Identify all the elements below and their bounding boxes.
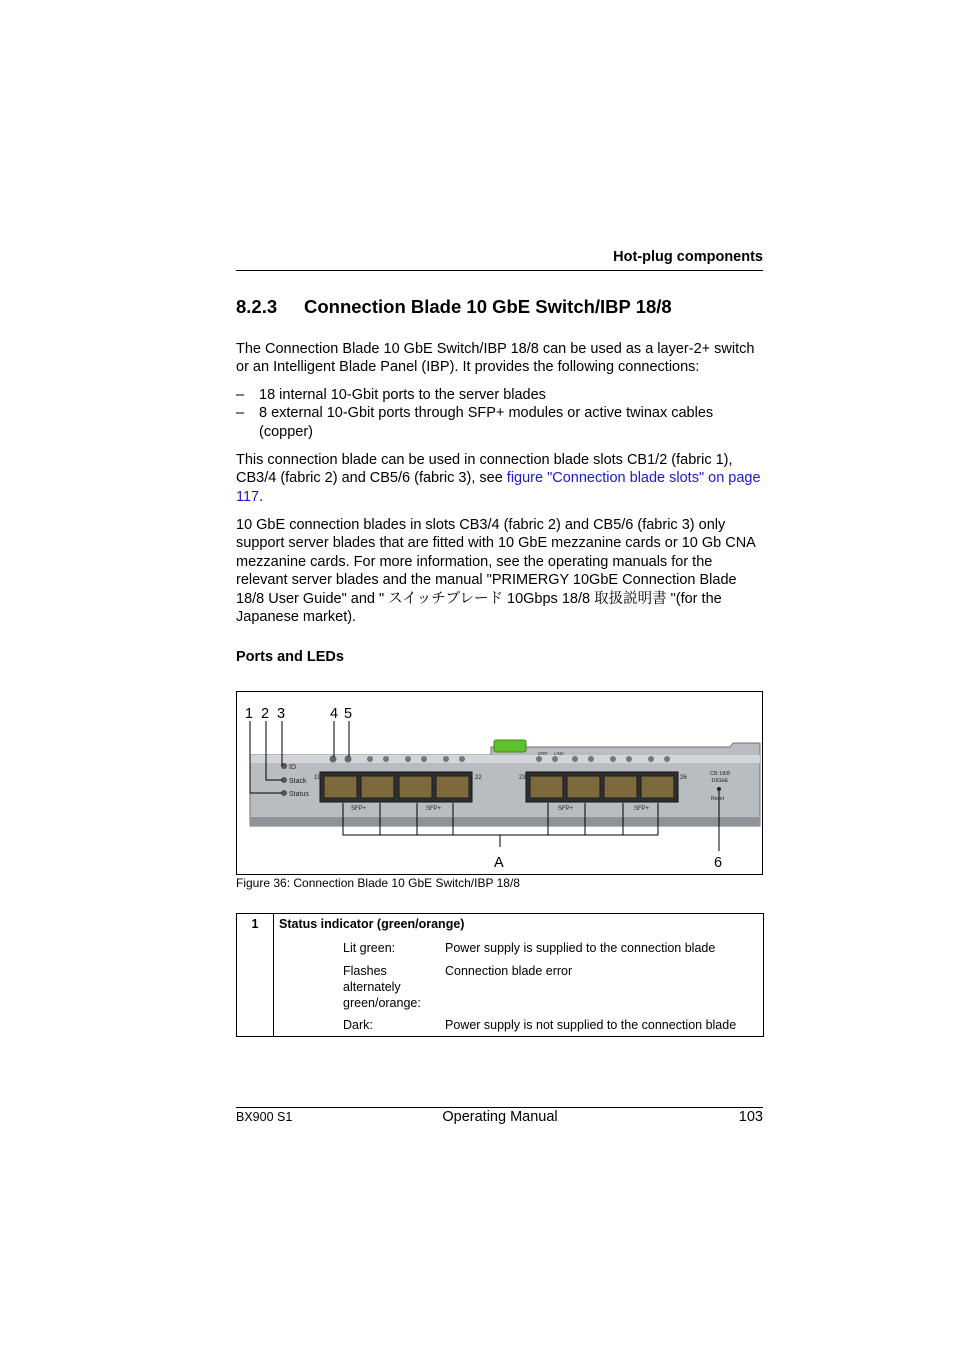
faceplate-highlight: [250, 755, 760, 763]
port-led: [572, 756, 578, 762]
callout-2: 2: [261, 706, 270, 722]
connection-list: [236, 386, 764, 441]
ports-leds-heading: Ports and LEDs: [236, 649, 344, 665]
callout-4: 4: [330, 706, 339, 722]
list-item: [236, 404, 764, 441]
port-led: [330, 756, 337, 763]
table-row-label: Lit green:: [343, 941, 396, 955]
slots-paragraph: [236, 451, 764, 506]
model-sub-label: 10GbE: [711, 778, 729, 784]
sfp-port: [361, 776, 394, 798]
slots-text: This connection blade can be used in connection blade slots CB1/2 (fabric 1), CB3/4 (fabric 2) and CB5/6 (fabric 3), see: [236, 452, 733, 487]
callout-3: 3: [277, 706, 286, 722]
table-row-value: Connection blade error: [445, 964, 573, 978]
port-19-label: 19: [314, 775, 321, 781]
sfp-port: [436, 776, 469, 798]
footer-rule: [236, 1107, 763, 1108]
status-indicator-table: [236, 913, 764, 1037]
stack-label: Stack: [289, 778, 307, 785]
table-row-label: Flashes alternately green/orange:: [343, 964, 421, 1010]
reset-label: Reset: [711, 796, 725, 802]
footer-document-title: Operating Manual: [442, 1109, 558, 1125]
port-led: [383, 756, 389, 762]
running-header: Hot-plug components: [613, 249, 763, 265]
port-26-label: 26: [680, 775, 687, 781]
sfp-label: SFP+: [351, 806, 367, 812]
port-led: [588, 756, 594, 762]
port-led: [610, 756, 616, 762]
list-item: [236, 386, 764, 404]
port-22-label: 22: [475, 775, 482, 781]
section-number: 8.2.3: [236, 296, 278, 317]
port-23-label: 23: [519, 775, 526, 781]
table-row-value: Power supply is supplied to the connection blade: [445, 941, 716, 955]
sfp-label: SFP+: [426, 806, 442, 812]
support-paragraph: 10 GbE connection blades in slots CB3/4 (fabric 2) and CB5/6 (fabric 3) only support server blades that are fitted with 10 GbE mezzanine cards or 10 Gb CNA mezzanine cards. For more information, see the operating manuals for the relevant server blades and the manual "PRIMERGY 10GbE Connection Blade 18/8 User Guide" and " スイッチブレード 10Gbps 18/8 取扱説明書 "(for the Japanese market).: [236, 517, 756, 626]
list-dash: –: [236, 405, 245, 422]
footer-product: BX900 S1: [236, 1110, 293, 1124]
section-heading: [236, 296, 672, 318]
port-led: [443, 756, 449, 762]
figure-caption: Figure 36: Connection Blade 10 GbE Switch/IBP 18/8: [236, 876, 520, 890]
figure-cross-reference-link[interactable]: figure "Connection blade slots" on page 117: [236, 470, 761, 505]
sfp-port: [399, 776, 432, 798]
sfp-port: [567, 776, 600, 798]
err-label: ERR: [538, 751, 548, 756]
port-led: [405, 756, 411, 762]
connection-blade-illustration: [236, 691, 764, 875]
page-number: 103: [738, 1109, 763, 1125]
status-label: Status: [289, 791, 309, 798]
reset-button: [717, 787, 721, 791]
port-led: [648, 756, 654, 762]
port-led: [459, 756, 465, 762]
header-rule: [236, 270, 763, 271]
list-item-text: 8 external 10-Gbit ports through SFP+ modules or active twinax cables (copper): [259, 405, 714, 440]
port-led: [367, 756, 373, 762]
id-label: ID: [289, 764, 296, 771]
sfp-port: [641, 776, 674, 798]
callout-a: A: [494, 855, 504, 871]
list-dash: –: [236, 387, 245, 403]
port-led: [421, 756, 427, 762]
table-row-label: Dark:: [343, 1018, 373, 1032]
table-row-value: Power supply is not supplied to the connection blade: [445, 1018, 737, 1032]
port-led: [552, 756, 558, 762]
port-led: [664, 756, 670, 762]
callout-6: 6: [714, 855, 723, 871]
slots-text-end: .: [259, 488, 264, 505]
table-item-number: 1: [237, 914, 274, 1036]
latch-handle: [494, 740, 526, 752]
port-led: [536, 756, 542, 762]
intro-paragraph: The Connection Blade 10 GbE Switch/IBP 18/8 can be used as a layer-2+ switch or an Intelligent Blade Panel (IBP). It provides the following connections:: [236, 341, 755, 376]
sfp-port: [530, 776, 563, 798]
model-label: CB 18/8: [710, 771, 730, 777]
port-led: [345, 756, 352, 763]
callout-5: 5: [344, 706, 353, 722]
port-led: [626, 756, 632, 762]
sfp-label: SFP+: [634, 806, 650, 812]
link-label: LINK: [554, 751, 565, 756]
sfp-label: SFP+: [558, 806, 574, 812]
list-item-text: 18 internal 10-Gbit ports to the server blades: [259, 387, 546, 403]
callout-1: 1: [245, 706, 254, 722]
section-title: Connection Blade 10 GbE Switch/IBP 18/8: [304, 296, 672, 317]
sfp-port: [604, 776, 637, 798]
faceplate-shadow: [250, 817, 760, 826]
table-item-title: Status indicator (green/orange): [279, 917, 465, 931]
sfp-port: [324, 776, 357, 798]
